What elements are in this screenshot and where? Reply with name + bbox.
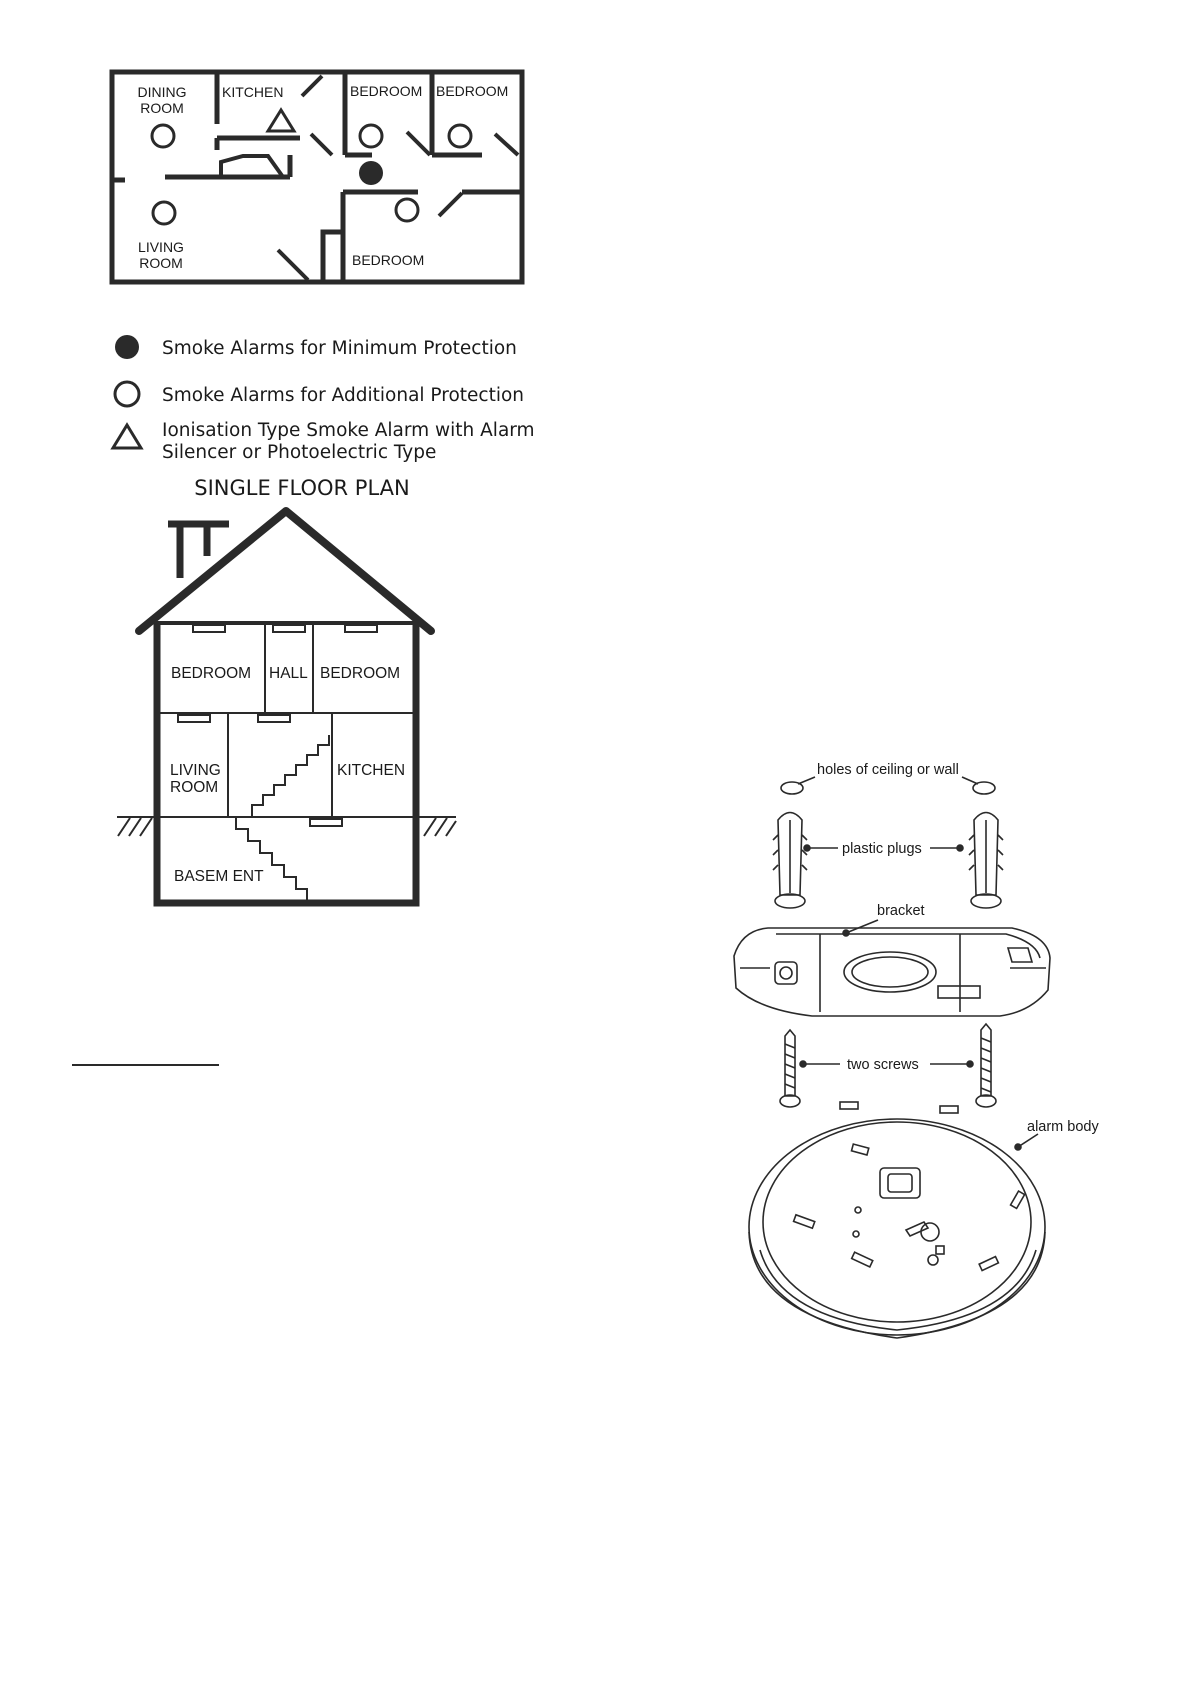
bracket (734, 928, 1050, 1016)
door-swing (302, 76, 322, 96)
stairs-lower (236, 817, 307, 903)
room-label-living-2: ROOM (139, 255, 183, 271)
door-swing (311, 134, 332, 155)
screw-right (976, 1024, 996, 1107)
ceiling-alarm (310, 819, 342, 826)
label-holes: holes of ceiling or wall (817, 762, 959, 778)
label-plastic-plugs: plastic plugs (842, 841, 922, 857)
room-label-kitchen: KITCHEN (222, 84, 284, 100)
legend (113, 335, 535, 500)
door-swing (439, 193, 462, 216)
room-label-dining-2: ROOM (140, 100, 184, 116)
screw-left (780, 1030, 800, 1107)
ceiling-alarm (193, 625, 225, 632)
legend-minimum: Smoke Alarms for Minimum Protection (162, 338, 517, 359)
room-label-living: LIVING (138, 239, 184, 255)
ceiling-alarm (345, 625, 377, 632)
house-label-kitchen: KITCHEN (337, 762, 406, 779)
plastic-plug-right (969, 813, 1003, 909)
ground-hatch (118, 818, 456, 836)
house-label-bedroom-left: BEDROOM (171, 665, 252, 682)
room-label-bedroom-2: BEDROOM (436, 83, 509, 99)
leader-line (962, 777, 978, 784)
leader-line (846, 920, 878, 933)
additional-alarm-marker (152, 125, 174, 147)
label-alarm-body: alarm body (1027, 1119, 1099, 1135)
ionisation-alarm-marker (268, 110, 294, 131)
ceiling-alarm (178, 715, 210, 722)
closet (323, 232, 343, 282)
label-two-screws: two screws (847, 1057, 919, 1073)
plastic-plug-left (773, 813, 807, 909)
additional-alarm-marker (153, 202, 175, 224)
ceiling-alarm (258, 715, 290, 722)
alarm-body (749, 1102, 1045, 1338)
leader-line (798, 777, 815, 784)
door-swing (407, 132, 430, 155)
room-label-bedroom-3: BEDROOM (352, 252, 425, 268)
house-cross-section (117, 511, 456, 903)
additional-alarm-marker (449, 125, 471, 147)
legend-additional: Smoke Alarms for Additional Protection (162, 385, 525, 406)
stairs-upper (252, 735, 329, 817)
door-swing (495, 134, 518, 155)
minimum-alarm-marker (359, 161, 383, 185)
kitchen-counter (221, 156, 283, 177)
additional-alarm-marker (396, 199, 418, 221)
house-label-living-2: ROOM (170, 779, 219, 796)
room-label-bedroom-1: BEDROOM (350, 83, 423, 99)
house-label-hall: HALL (269, 665, 308, 682)
mounting-labels (817, 762, 1099, 1135)
house-label-basement: BASEM ENT (174, 868, 264, 885)
house-label-living: LIVING (170, 762, 221, 779)
house-label-bedroom-right: BEDROOM (320, 665, 401, 682)
ionisation-alarm-icon (113, 425, 141, 448)
floor-plan-caption: SINGLE FLOOR PLAN (194, 476, 410, 500)
additional-protection-icon (115, 382, 139, 406)
legend-ionisation-2: Silencer or Photoelectric Type (162, 442, 437, 463)
label-bracket: bracket (877, 903, 925, 919)
room-label-dining: DINING (137, 84, 187, 100)
minimum-protection-icon (115, 335, 139, 359)
additional-alarm-marker (360, 125, 382, 147)
door-swing (278, 250, 308, 280)
legend-ionisation-1: Ionisation Type Smoke Alarm with Alarm (162, 420, 535, 441)
ceiling-alarm (273, 625, 305, 632)
leader-line (1018, 1134, 1038, 1147)
